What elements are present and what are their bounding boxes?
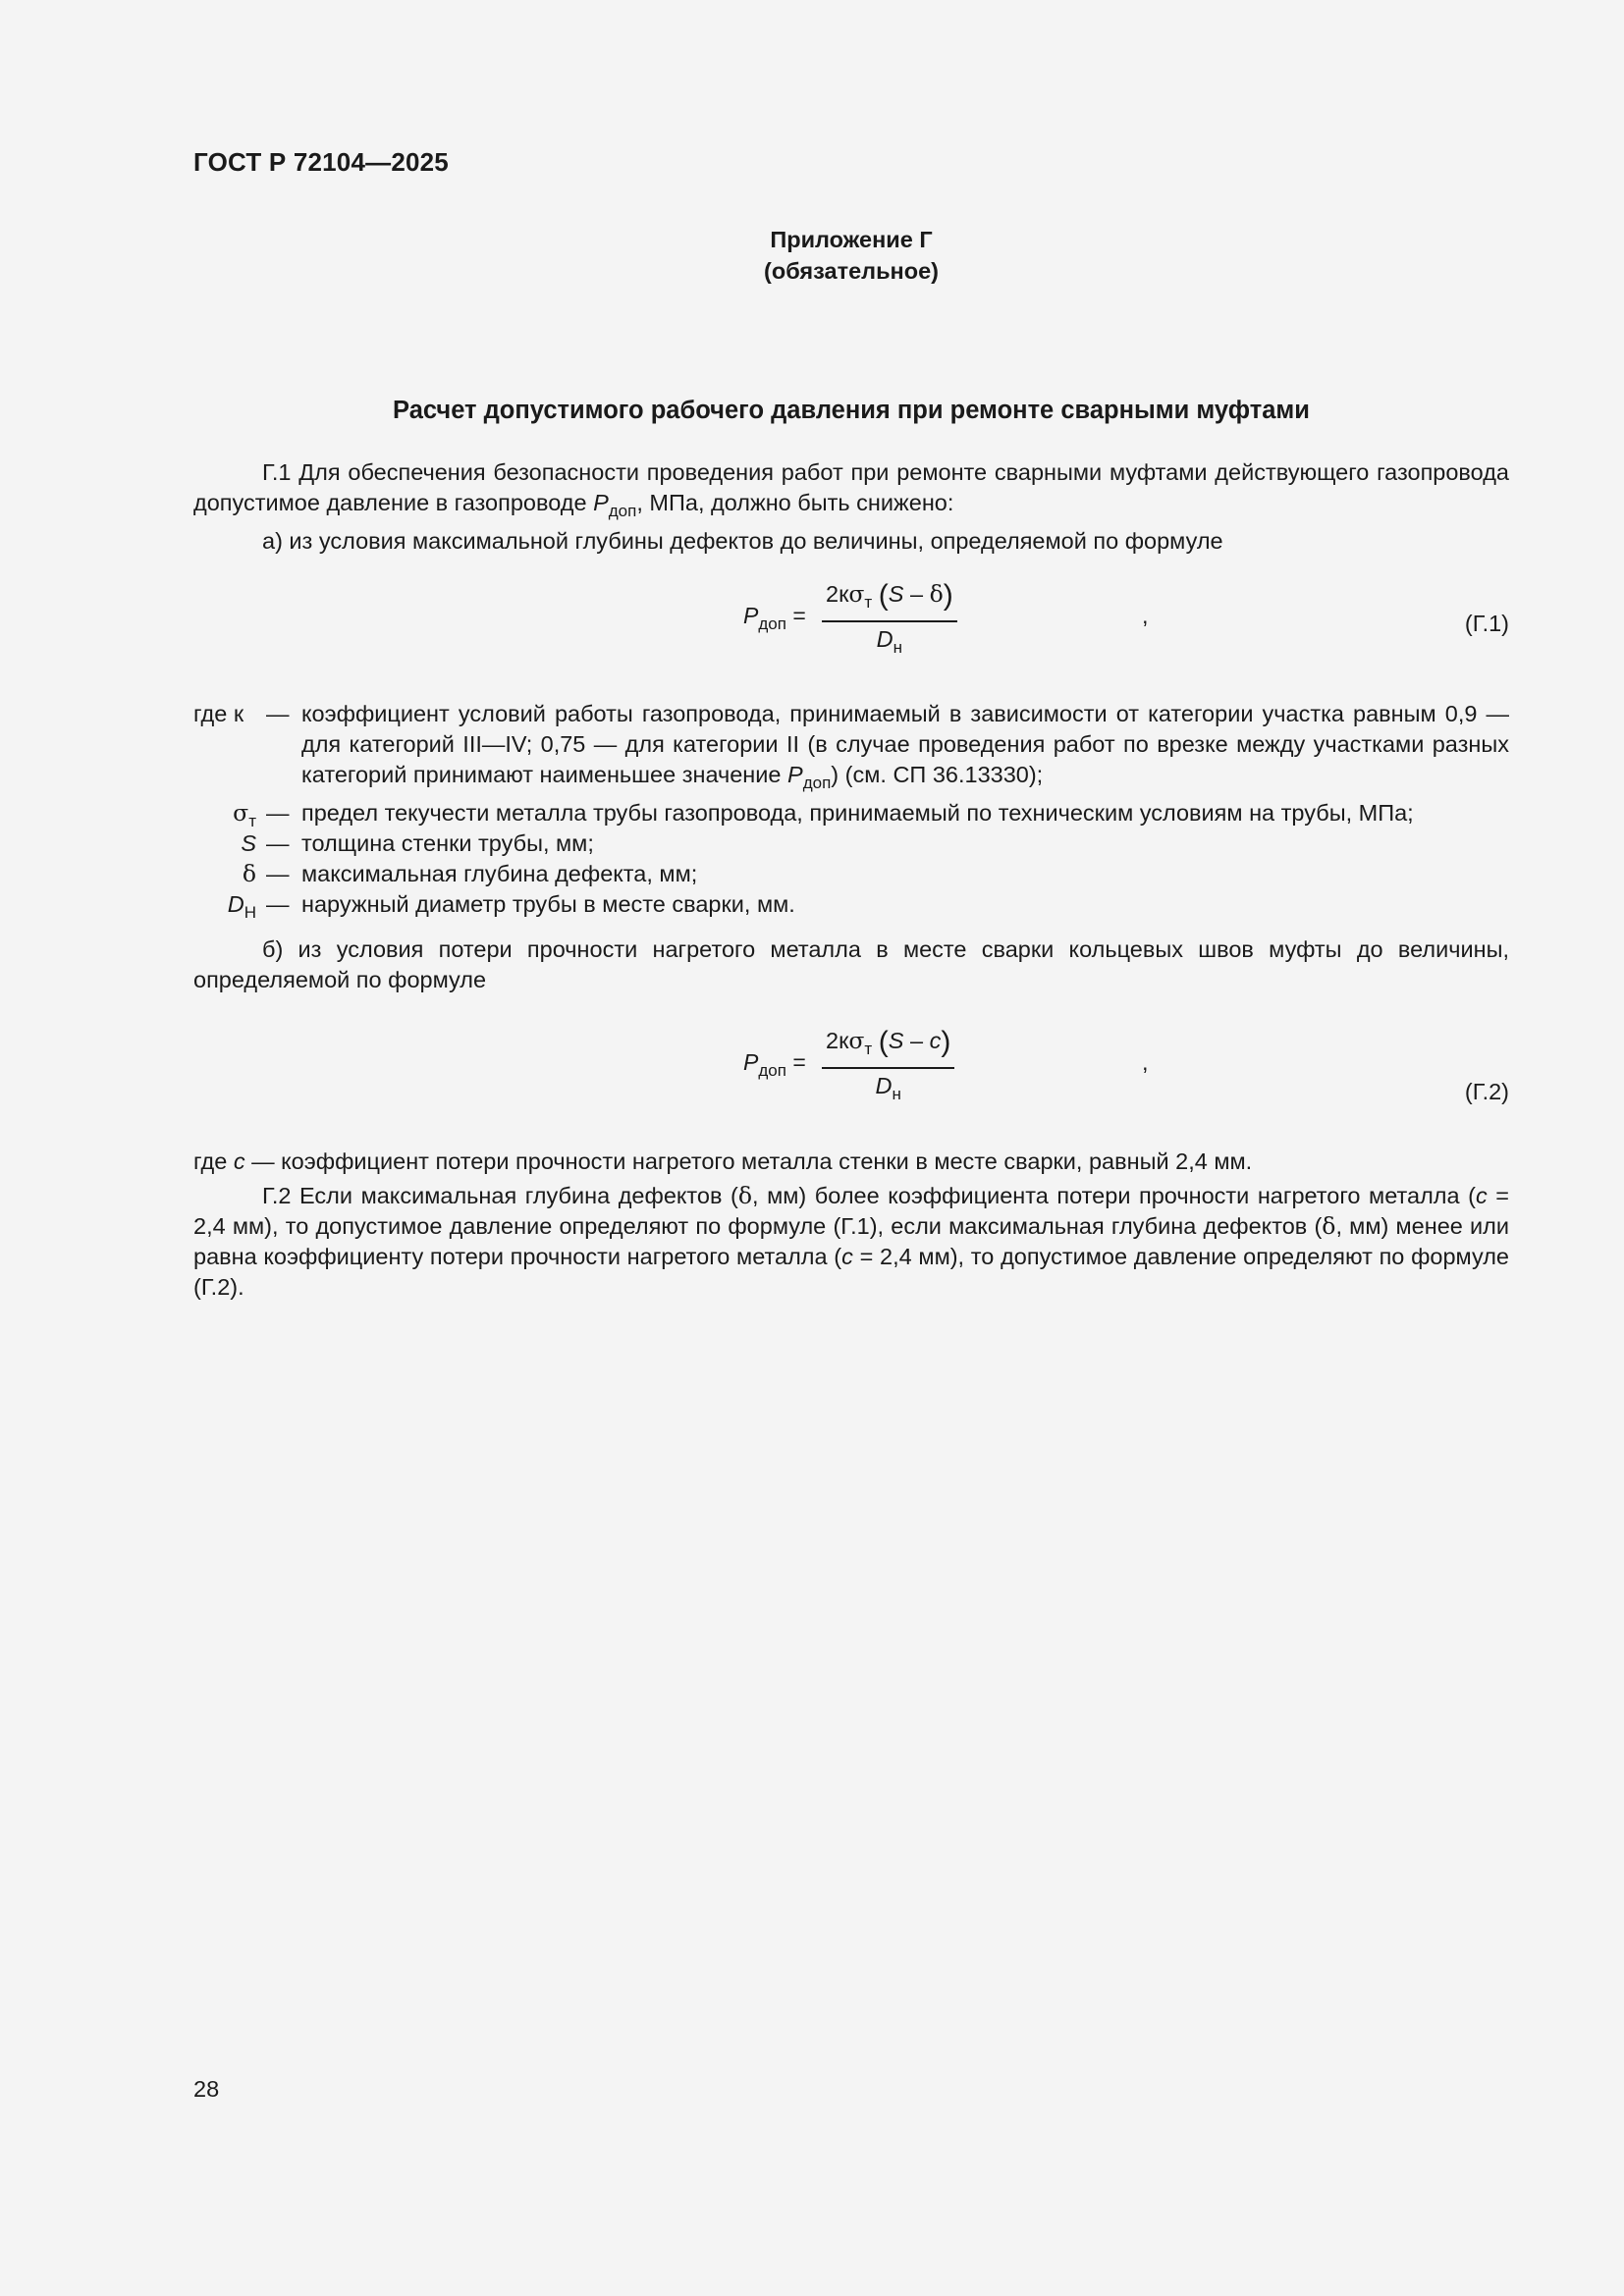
appendix-status: (обязательное) [764, 258, 939, 284]
paragraph-item-b [193, 934, 1509, 995]
formula-g1-lhs: $P_{доп}$ = [743, 603, 806, 633]
g1-item-a: а) из условия максимальной глубины дефектов до величины, определяемой по формуле [262, 528, 1223, 554]
formula-g2-fraction [822, 1026, 954, 1109]
page-number: 28 [193, 2076, 220, 2102]
formula-g2-lhs: $P_{доп}$ = [743, 1049, 806, 1080]
where-list-g1 [193, 699, 1509, 920]
section-title: Расчет допустимого рабочего давления при ремонте сварными муфтами [393, 397, 1310, 424]
formula-g1-label: (Г.1) [1464, 611, 1509, 636]
document-id: ГОСТ Р 72104—2025 [193, 147, 449, 177]
g1-intro: Г.1 Для обеспечения безопасности проведения работ при ремонте сварными муфтами действующего газопровода допустимое давление в газопроводе $P_{доп}$, МПа, должно быть снижено: [193, 459, 1509, 520]
formula-g2-label: (Г.2) [1464, 1079, 1509, 1104]
paragraph-g2: Г.2 Если максимальная глубина дефектов (δ, мм) более коэффициента потери прочности нагретого металла (c = 2,4 мм), то допустимое давление определяют по формуле (Г.1), если максимальная глубина дефектов (δ, мм) менее или равна коэффициенту потери прочности нагретого металла (c = 2,4 мм), то допустимое давление определяют по формуле (Г.2). [193, 1182, 1509, 1300]
where-row-d: $D_Н$ — наружный диаметр трубы в месте сварки, мм. [227, 891, 795, 922]
formula-g2-denominator: $D_н$ [875, 1073, 901, 1103]
where-row-sigma: $\sigma_т$ — предел текучести металла трубы газопровода, принимаемый по техническим условиям на трубы, МПа; [233, 799, 1414, 830]
formula-g2-numerator: $2к\sigma_т$ (S – c) [822, 1026, 954, 1069]
appendix-heading [193, 224, 1509, 287]
formula-g2: $P_{доп}$ = $2к\sigma_т$ (S – c) $D_н$ , (Г.2) [193, 1026, 1509, 1104]
where-row-k: где к — коэффициент условий работы газопровода, принимаемый в зависимости от категории участка равным 0,9 — для категорий III—IV; 0,75 — для категории II (в случае проведения работ по врезке между участками разных категорий принимают наименьшее значение $P_{доп}$) (см. СП 36.13330); [193, 701, 1509, 792]
where-c-line: где c — коэффициент потери прочности нагретого металла стенки в месте сварки, равный 2,4 мм. [193, 1148, 1253, 1174]
where-row-delta: δ — максимальная глубина дефекта, мм; [242, 860, 698, 887]
document-page [193, 0, 1509, 2296]
where-row-s: S — толщина стенки трубы, мм; [241, 830, 594, 856]
paragraph-g1 [193, 457, 1509, 557]
g1-item-b: б) из условия потери прочности нагретого металла в месте сварки кольцевых швов муфты до величины, определяемой по формуле [193, 936, 1509, 992]
formula-g1-numerator: $2к\sigma_т$ (S – δ) [822, 579, 957, 622]
formula-g1-fraction [822, 579, 957, 663]
appendix-title: Приложение Г [770, 227, 933, 252]
formula-g1: $P_{доп}$ = $2к\sigma_т$ (S – δ) $D_н$ , (Г.1) [193, 579, 1509, 658]
formula-g1-denominator: $D_н$ [876, 626, 903, 657]
